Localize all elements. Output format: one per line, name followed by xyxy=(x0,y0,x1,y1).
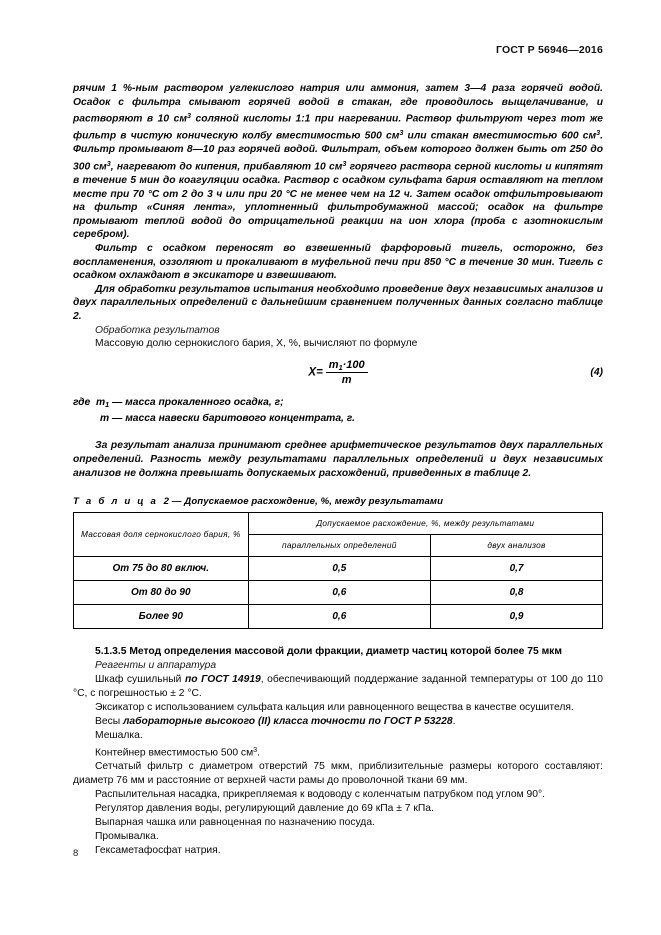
paragraph-average-result: За результат анализа принимают среднее арифметическое результатов двух параллельных определений. Разность между результатами параллельных определений и двух независимых анализов не должна превышать допускаемых расхождений, приведенных в таблице 2. xyxy=(73,440,603,479)
formula-equals: = xyxy=(316,366,323,379)
table-cell-range: От 75 до 80 включ. xyxy=(74,557,249,581)
table-body xyxy=(74,557,603,629)
section-heading-5-1-3-5: 5.1.3.5 Метод определения массовой доли фракции, диаметр частиц которой более 75 мкм xyxy=(95,646,562,658)
paragraph-continued: рячим 1 %-ным раствором углекислого натрия или аммония, затем 3—4 раза горячей водой. Осадок с фильтра смывают горячей водой в стакан, где проводилось выщелачивание, и растворяют в 10 $см^3$ соляной кислоты 1:1 при нагревании. Раствор фильтруют через тот же фильтр в чистую коническую колбу вместимостью 500 $см^3$ или стакан вместимостью 600 $см^3$. Фильтр промывают 8—10 раз горячей водой. Фильтрат, объем которого должен быть от 250 до 300 $см^3$, нагревают до кипения, прибавляют 10 $см^3$ горячего раствора серной кислоты и кипятят в течение 5 мин до коагуляции осадка. Раствор с осадком сульфата бария оставляют на теплом месте при 70 °С от 2 до 3 ч или при 20 °С не менее чем на 12 ч. Затем осадок отфильтровывают на фильтр «Синяя лента», уплотненный фильтробумажной массой; осадок на фильтре промывают теплой водой до отрицательной реакции на ион хлора (проба с азотнокислым серебром). xyxy=(73,83,603,241)
formula-numerator-variable: m xyxy=(328,358,339,371)
item-scales-standard: лабораторные высокого (II) класса точности по ГОСТ Р 53228 xyxy=(123,715,453,727)
table-cell-parallel: 0,5 xyxy=(248,557,431,581)
item-drying-cabinet-post: , обеспечивающий поддержание заданной температуры от 100 до 110 °С, с погрешностью ± 2 °С. xyxy=(73,673,603,699)
page-number: 8 xyxy=(73,848,79,859)
item-mesh-filter: Сетчатый фильтр с диаметром отверстий 75 мкм, приблизительные размеры которого составляют: диаметр 76 мм и расстояние от верхней части рамы до проволочной ткани 69 мм. xyxy=(73,761,603,787)
table-cell-two-analyses: 0,9 xyxy=(431,605,603,629)
table-row xyxy=(74,605,603,629)
table-cell-two-analyses: 0,8 xyxy=(431,581,603,605)
formula-denominator: m xyxy=(341,373,352,386)
formula-number: (4) xyxy=(590,366,603,378)
table-caption-rest: — Допускаемое расхождение, %, между результатами xyxy=(171,496,444,508)
formula-legend-var-2: m xyxy=(100,412,110,424)
item-stirrer: Мешалка. xyxy=(95,729,143,741)
spacer xyxy=(73,480,603,496)
paragraph-crucible: Фильтр с осадком переносят во взвешенный фарфоровый тигель, осторожно, без воспламенения, оззоляют и прокаливают в муфельной печи при 850 °С в течение 30 мин. Тигель с осадком охлаждают в эксикаторе и взвешивают. xyxy=(73,243,603,282)
formula-legend xyxy=(73,396,603,426)
formula-numerator-subscript: 1 xyxy=(338,362,343,372)
item-drying-cabinet-pre: Шкаф сушильный xyxy=(95,673,185,685)
item-sodium-hexametaphosphate: Гексаметафосфат натрия. xyxy=(95,845,221,857)
formula-block xyxy=(73,357,603,391)
table-caption-prefix: Т а б л и ц а xyxy=(73,496,159,508)
item-wash-bottle: Промывалка. xyxy=(95,831,159,843)
table-cell-range: От 80 до 90 xyxy=(74,581,249,605)
table-header-two-analyses: двух анализов xyxy=(431,535,603,557)
formula-legend-row-2 xyxy=(73,412,603,426)
table-row xyxy=(74,557,603,581)
page-header-standard-id: ГОСТ Р 56946—2016 xyxy=(495,44,603,56)
tolerance-table xyxy=(73,512,603,629)
formula-legend-var-1: m xyxy=(95,396,106,408)
item-container-post: . xyxy=(257,747,261,759)
table-head xyxy=(74,513,603,557)
item-scales-pre: Весы xyxy=(95,715,124,727)
table-header-row-1 xyxy=(74,513,603,535)
formula-expression xyxy=(73,359,603,386)
item-evaporating-dish: Выпарная чашка или равноценная по назначению посуда. xyxy=(95,817,375,829)
item-scales xyxy=(73,715,603,729)
formula-legend-text-2: — масса навески баритового концентрата, г. xyxy=(112,412,355,424)
item-desiccator: Эксикатор с использованием сульфата кальция или равноценного вещества в качестве осушителя. xyxy=(95,701,574,713)
subheading-results-processing: Обработка результатов xyxy=(95,324,220,336)
formula-numerator-factor: ·100 xyxy=(342,358,365,371)
formula-legend-text-1: — масса прокаленного осадка, г; xyxy=(111,396,284,408)
table-caption xyxy=(73,496,603,507)
item-container xyxy=(73,743,603,761)
paragraph-results-processing-intro: Для обработки результатов испытания необходимо проведение двух независимых анализов и двух параллельных определений с дальнейшим сравнением полученных данных согласно таблице 2. xyxy=(73,283,603,322)
table-cell-two-analyses: 0,7 xyxy=(431,557,603,581)
spacer xyxy=(73,426,603,440)
item-spray-nozzle: Распылительная насадка, прикрепляемая к водоводу с коленчатым патрубком под углом 90°. xyxy=(95,789,545,801)
item-container-pre: Контейнер вместимостью 500 см xyxy=(95,747,254,759)
formula-legend-label: где xyxy=(73,396,91,408)
table-cell-parallel: 0,6 xyxy=(248,605,431,629)
subheading-reagents-apparatus: Реагенты и аппаратура xyxy=(95,660,217,672)
formula-numerator xyxy=(326,359,368,373)
item-container-superscript: 3 xyxy=(253,744,258,754)
formula-legend-sub-1: 1 xyxy=(105,399,110,409)
item-drying-cabinet-standard: по ГОСТ 14919 xyxy=(184,673,261,685)
item-scales-post: . xyxy=(452,715,456,727)
table-caption-number: 2 xyxy=(163,496,170,508)
page-content xyxy=(73,44,603,858)
formula-lhs: X xyxy=(308,366,317,379)
table-header-parallel-determinations: параллельных определений xyxy=(248,535,431,557)
paragraph-formula-intro: Массовую долю сернокислого бария, X, %, вычисляют по формуле xyxy=(95,338,418,350)
table-cell-range: Более 90 xyxy=(74,605,249,629)
spacer xyxy=(73,629,603,645)
table-row xyxy=(74,581,603,605)
formula-fraction xyxy=(326,359,368,386)
table-header-group-tolerance: Допускаемое расхождение, %, между результатами xyxy=(248,513,602,535)
table-cell-parallel: 0,6 xyxy=(248,581,431,605)
item-pressure-regulator: Регулятор давления воды, регулирующий давление до 69 кПа ± 7 кПа. xyxy=(95,803,434,815)
item-drying-cabinet xyxy=(73,673,603,701)
table-header-mass-fraction: Массовая доля сернокислого бария, % xyxy=(74,513,249,557)
